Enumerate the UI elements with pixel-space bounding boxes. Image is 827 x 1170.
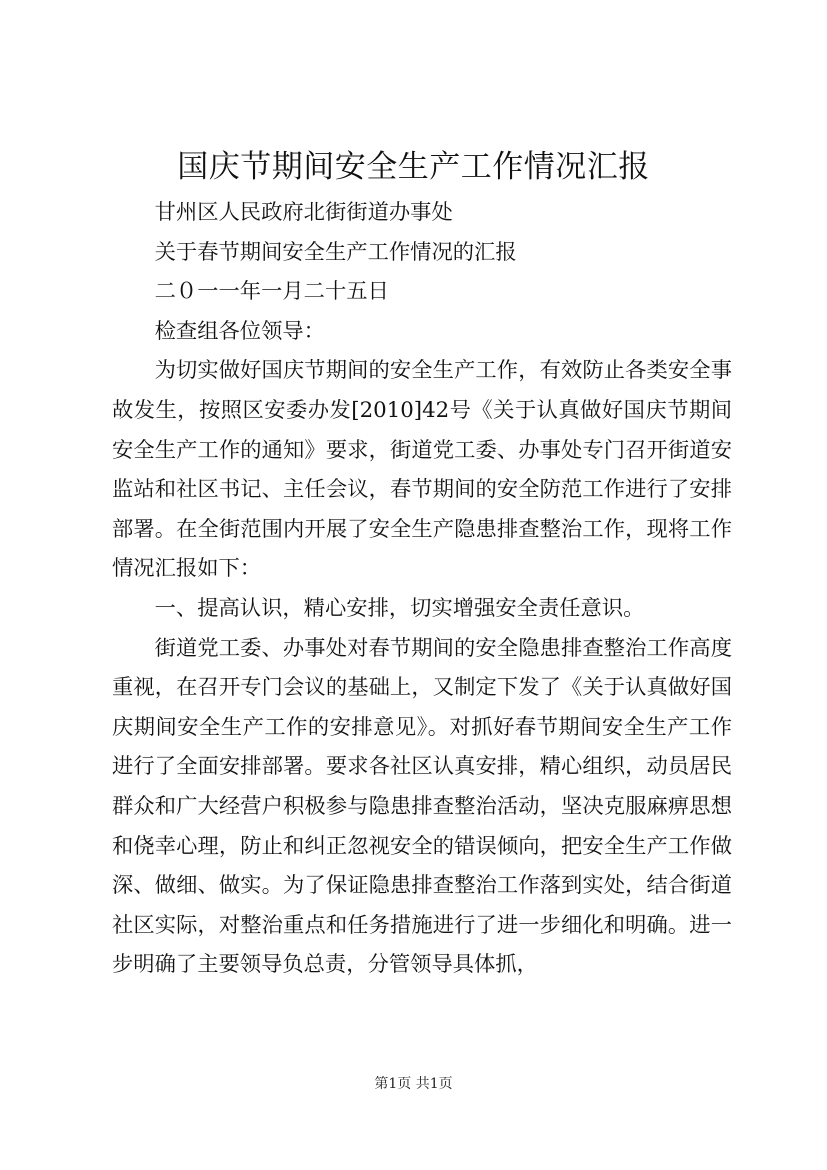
issuer-line: 甘州区人民政府北街街道办事处 xyxy=(154,200,453,225)
paragraph-section-one: 街道党工委、办事处对春节期间的安全隐患排查整治工作高度重视，在召开专门会议的基础上，又制定下发了《关于认真做好国庆期间安全生产工作的安排意见》。对抓好春节期间安全生产工作进行了全面安排部署。要求各社区认真安排，精心组织，动员居民群众和广大经营户积极参与隐患排查整治活动，坚决克服麻痹思想和侥幸心理，防止和纠正忽视安全的错误倾向，把安全生产工作做深、做细、做实。为了保证隐患排查整治工作落到实处，结合街道社区实际，对整治重点和任务措施进行了进一步细化和明确。进一步明确了主要领导负总责，分管领导具体抓， xyxy=(112,635,732,978)
document-title: 国庆节期间安全生产工作情况汇报 xyxy=(177,149,650,185)
date-line: 二０一一年一月二十五日 xyxy=(154,279,389,305)
paragraph-intro: 为切实做好国庆节期间的安全生产工作，有效防止各类安全事故发生，按照区安委办发[2010]42号《关于认真做好国庆节期间安全生产工作的通知》要求，街道党工委、办事处专门召开街道安监站和社区书记、主任会议，春节期间的安全防范工作进行了安排部署。在全街范围内开展了安全生产隐患排查整治工作，现将工作情况汇报如下： xyxy=(112,358,732,582)
document-body xyxy=(112,193,732,985)
salutation-line: 检查组各位领导： xyxy=(154,318,325,344)
page-number-footer: 第1页 共1页 xyxy=(374,1076,453,1092)
subject-line: 关于春节期间安全生产工作情况的汇报 xyxy=(154,239,517,265)
section-heading-one: 一、提高认识，精心安排，切实增强安全责任意识。 xyxy=(154,595,645,621)
